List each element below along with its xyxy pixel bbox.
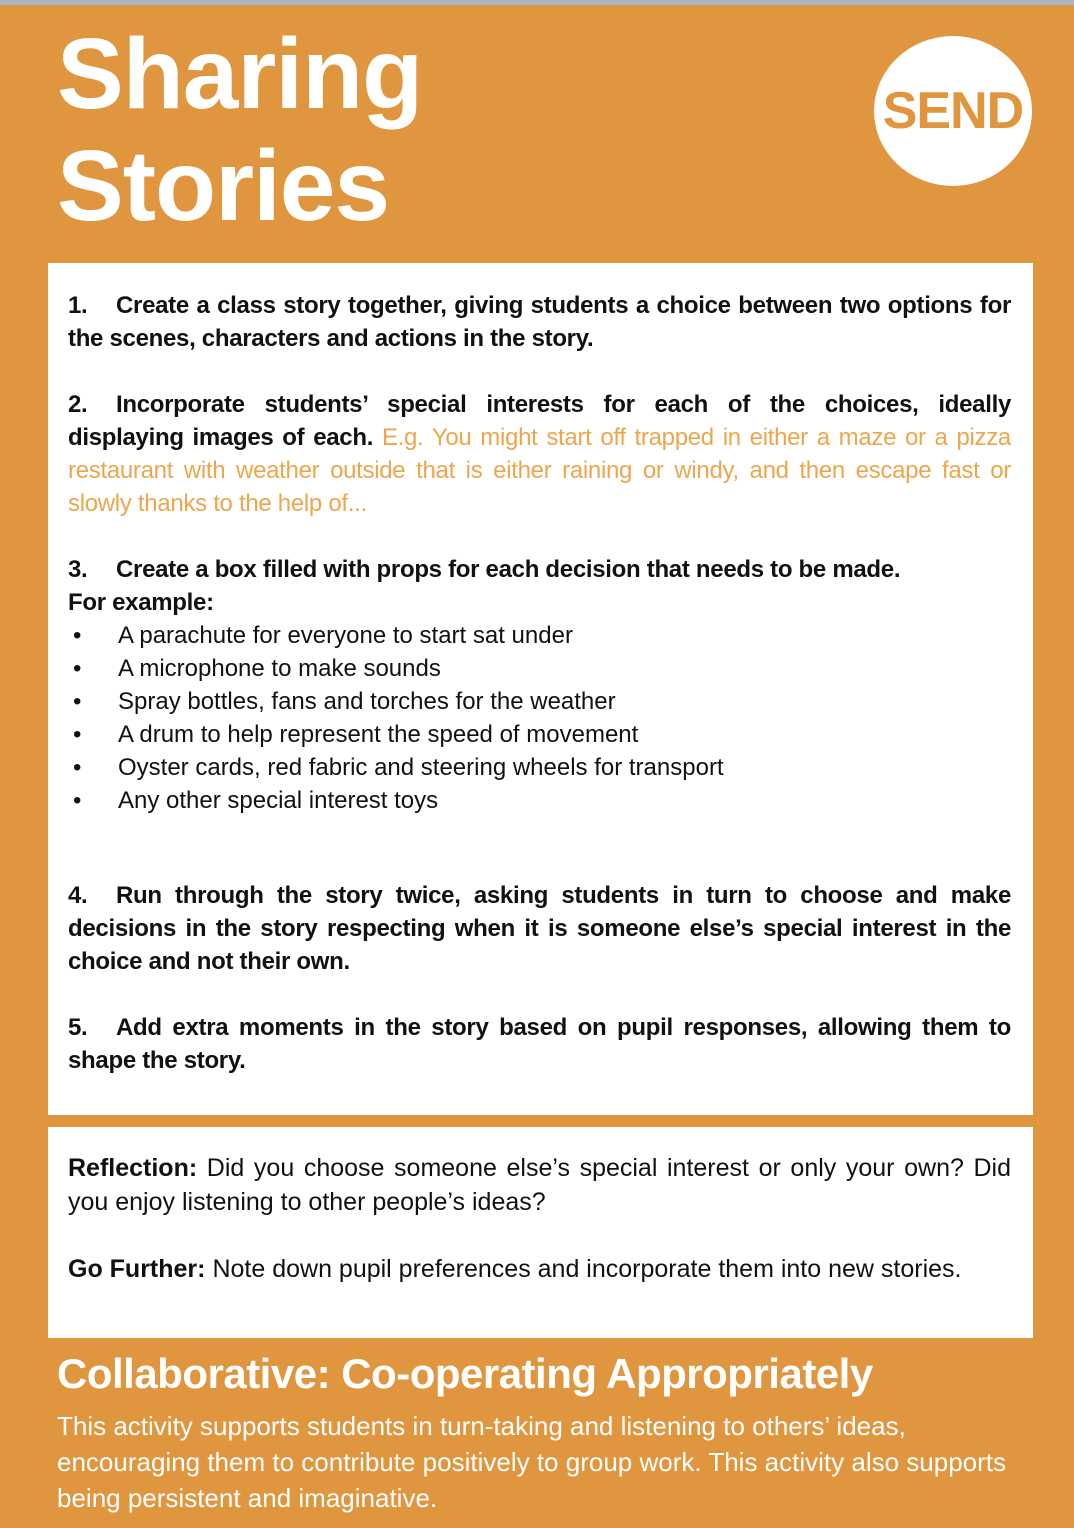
go-further-label: Go Further:: [68, 1255, 206, 1283]
page-title: [57, 18, 422, 242]
go-further-text: Note down pupil preferences and incorporate them into new stories.: [212, 1255, 962, 1283]
item-example-text: E.g. You might start off trapped in either a maze or a pizza restaurant with weather outside that is either raining or windy, and then escape fast or slowly thanks to the help of...: [68, 424, 1011, 517]
bullet-icon: •: [73, 721, 82, 748]
item-number: 4.: [68, 882, 88, 909]
skill-heading: Collaborative: Co-operating Appropriately: [57, 1350, 873, 1397]
skill-description: This activity supports students in turn-taking and listening to others’ ideas, encouraging them to contribute positively to group work. This activity also supports being persistent and imaginative.: [57, 1411, 1006, 1513]
list-item: [68, 652, 1011, 685]
bullet-icon: •: [73, 688, 82, 715]
list-item: [68, 784, 1011, 817]
item-number: 3.: [68, 556, 88, 583]
item-text: Create a box filled with props for each decision that needs to be made.: [116, 556, 901, 583]
bullet-icon: •: [73, 787, 82, 814]
instruction-item-5: [68, 1011, 1011, 1077]
reflection-label: Reflection:: [68, 1154, 198, 1182]
bullet-icon: •: [73, 655, 82, 682]
item-number: 1.: [68, 292, 88, 319]
list-item-text: Any other special interest toys: [118, 787, 439, 814]
top-divider-bar: [0, 0, 1074, 5]
instructions-card: [48, 263, 1033, 1115]
skill-footer: [57, 1350, 1019, 1516]
instruction-item-2: [68, 388, 1011, 520]
page-title-line2: Stories: [57, 130, 390, 242]
bullet-icon: •: [73, 754, 82, 781]
item-text: Incorporate students’ special interests for each of the choices, ideally displaying images of each.: [68, 391, 1011, 451]
list-item: [68, 718, 1011, 751]
list-item-text: A microphone to make sounds: [118, 655, 441, 682]
list-item: [68, 751, 1011, 784]
list-item-text: Oyster cards, red fabric and steering wheels for transport: [118, 754, 724, 781]
list-item-text: Spray bottles, fans and torches for the weather: [118, 688, 616, 715]
instruction-item-3: [68, 553, 1011, 619]
page-title-line1: Sharing: [57, 18, 423, 130]
item-text-line2: For example:: [68, 589, 214, 616]
go-further-paragraph: [68, 1252, 1011, 1286]
list-item-text: A parachute for everyone to start sat under: [118, 622, 573, 649]
reflection-paragraph: [68, 1151, 1011, 1219]
list-item: [68, 685, 1011, 718]
item-number: 5.: [68, 1014, 88, 1041]
item-text: Create a class story together, giving students a choice between two options for the scenes, characters and actions in the story.: [68, 292, 1011, 352]
item-number: 2.: [68, 391, 88, 418]
list-item-text: A drum to help represent the speed of movement: [118, 721, 639, 748]
item-text: Add extra moments in the story based on pupil responses, allowing them to shape the story.: [68, 1014, 1011, 1074]
instruction-item-1: [68, 289, 1011, 355]
instruction-item-4: [68, 879, 1011, 978]
send-badge: [874, 36, 1032, 186]
bullet-icon: •: [73, 622, 82, 649]
item-text: Run through the story twice, asking students in turn to choose and make decisions in the story respecting when it is someone else’s special interest in the choice and not their own.: [68, 882, 1011, 975]
reflection-text: Did you choose someone else’s special interest or only your own? Did you enjoy listening to other people’s ideas?: [68, 1154, 1011, 1216]
props-list: [68, 619, 1011, 817]
send-badge-label: SEND: [882, 82, 1024, 140]
reflection-card: [48, 1127, 1033, 1338]
list-item: [68, 619, 1011, 652]
